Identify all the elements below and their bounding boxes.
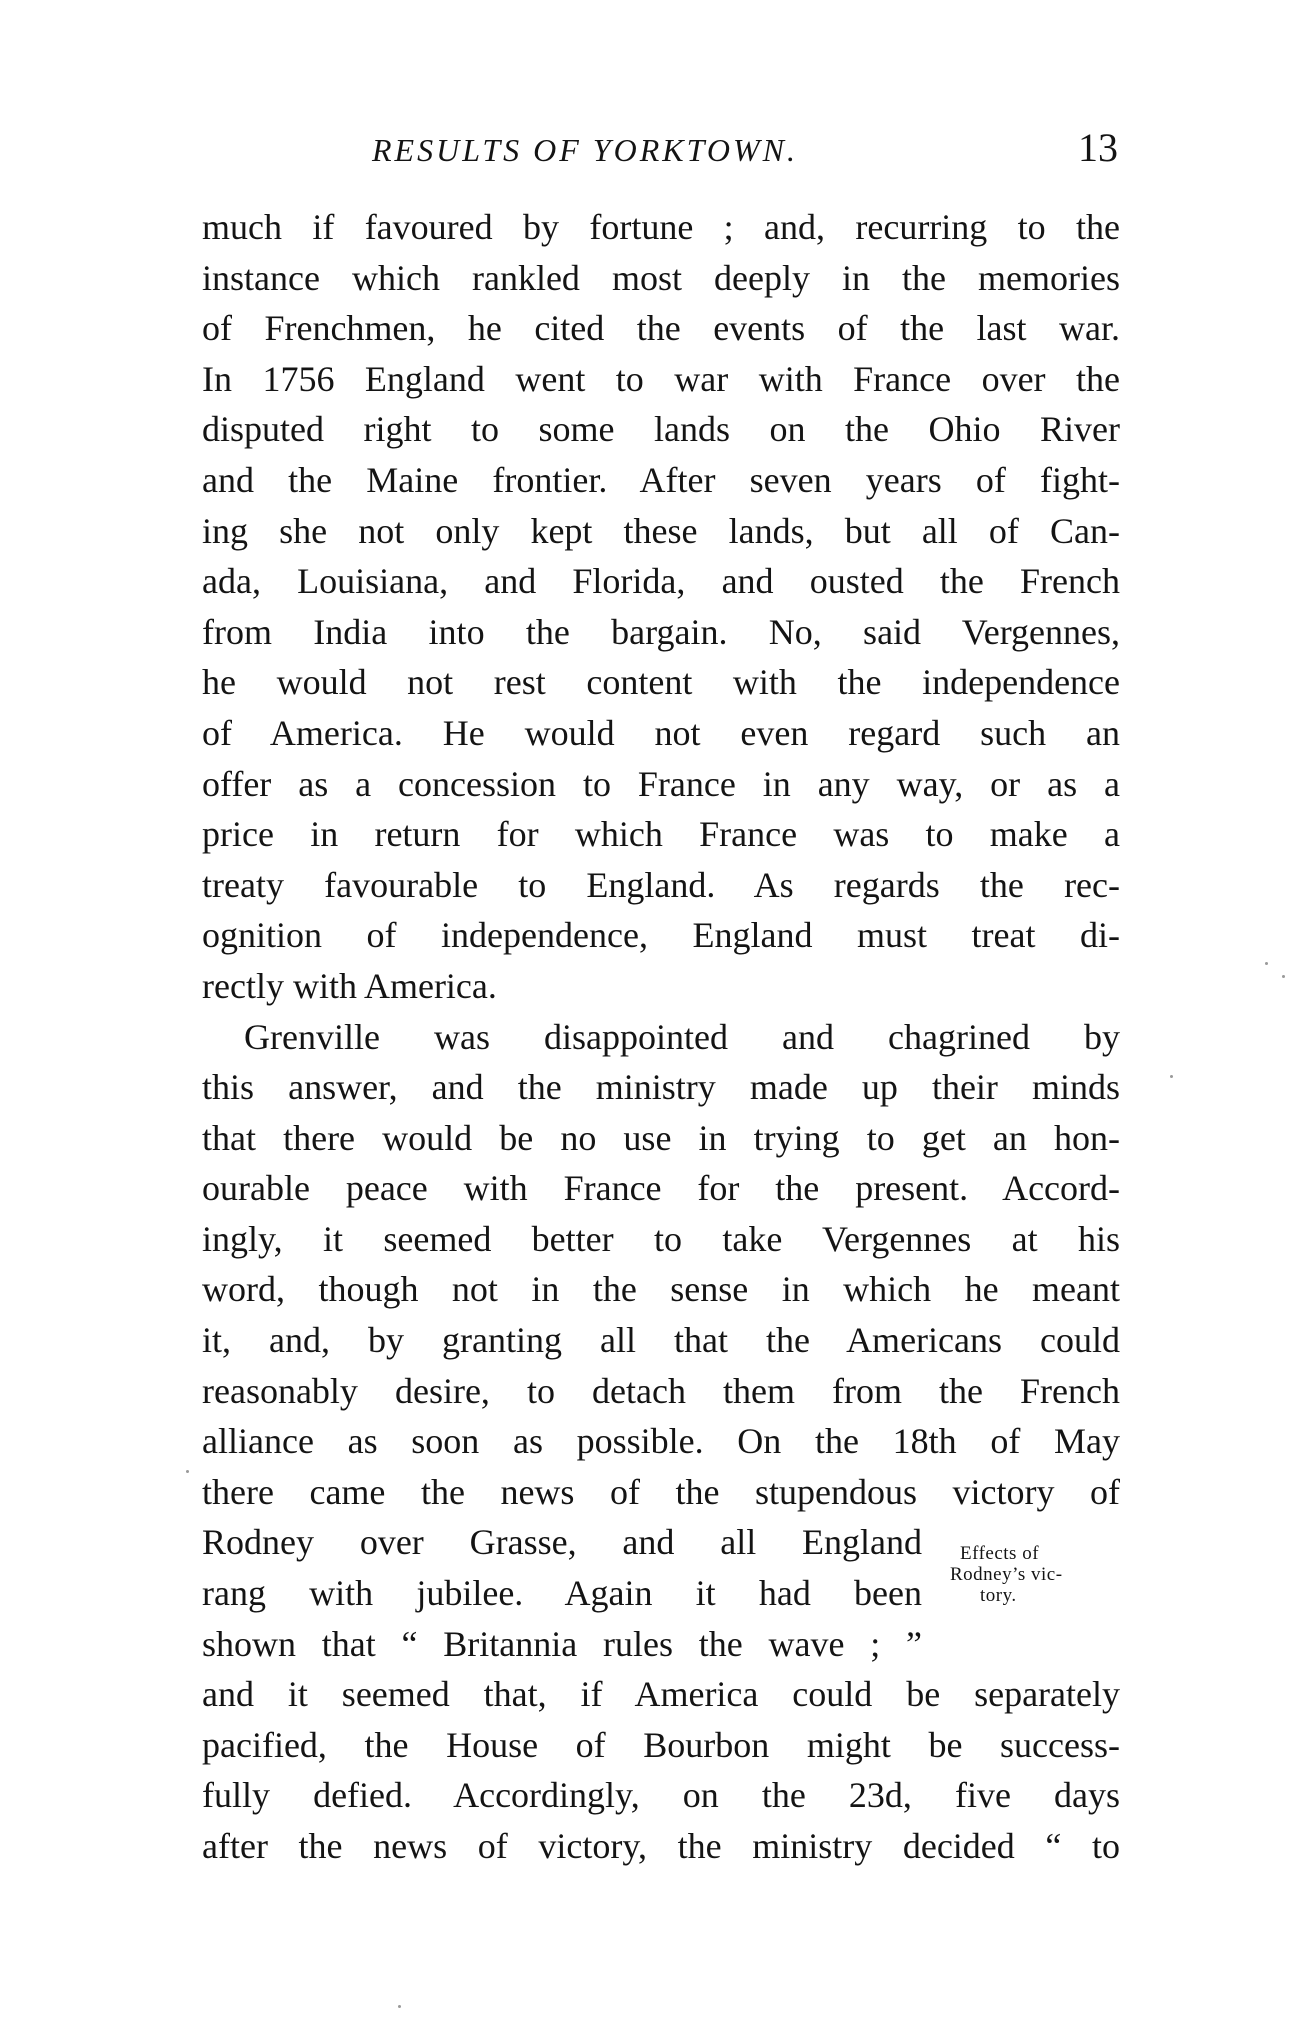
paper-speck: [186, 1470, 189, 1473]
running-head: [200, 125, 1130, 178]
text-line: ingly, it seemed better to take Vergennes at his: [202, 1218, 1120, 1259]
body-text: [202, 202, 1120, 1872]
margin-sidenote: [950, 1543, 1120, 1606]
text-line: disputed right to some lands on the Ohio River: [202, 409, 1120, 450]
text-line: this answer, and the ministry made up their minds: [202, 1067, 1120, 1108]
text-line: instance which rankled most deeply in the memories: [202, 257, 1120, 298]
text-line: pacified, the House of Bourbon might be success-: [202, 1724, 1120, 1765]
text-line: that there would be no use in trying to get an hon-: [202, 1117, 1120, 1158]
text-line: there came the news of the stupendous victory of: [202, 1471, 1120, 1512]
page-number: 13: [1078, 125, 1118, 170]
text-line-beside-sidenote: Rodney over Grasse, and all England: [202, 1522, 922, 1563]
text-line: from India into the bargain. No, said Vergennes,: [202, 611, 1120, 652]
text-line: ada, Louisiana, and Florida, and ousted the French: [202, 561, 1120, 602]
text-line: price in return for which France was to make a: [202, 814, 1120, 855]
text-line: of Frenchmen, he cited the events of the last war.: [202, 308, 1120, 349]
text-line: much if favoured by fortune ; and, recurring to the: [202, 207, 1120, 247]
text-line: In 1756 England went to war with France over the: [202, 358, 1120, 399]
text-line: and it seemed that, if America could be separately: [202, 1674, 1120, 1715]
text-line: rectly with America.: [202, 965, 497, 1006]
text-line: of America. He would not even regard such an: [202, 712, 1120, 753]
paper-speck: [398, 2005, 401, 2008]
sidenote-line: Effects of: [960, 1543, 1040, 1564]
text-line: it, and, by granting all that the Americans could: [202, 1320, 1120, 1361]
text-line: treaty favourable to England. As regards the rec-: [202, 864, 1120, 905]
text-line-beside-sidenote: rang with jubilee. Again it had been: [202, 1573, 922, 1614]
text-line: ourable peace with France for the present. Accord-: [202, 1168, 1120, 1209]
text-line: after the news of victory, the ministry decided “ to: [202, 1826, 1120, 1866]
text-line: offer as a concession to France in any way, or as a: [202, 763, 1120, 804]
running-title: RESULTS OF YORKTOWN.: [372, 132, 798, 168]
text-line: reasonably desire, to detach them from the French: [202, 1370, 1120, 1411]
text-line: word, though not in the sense in which he meant: [202, 1269, 1120, 1310]
text-line-beside-sidenote: shown that “ Britannia rules the wave ; ”: [202, 1623, 922, 1664]
text-line: and the Maine frontier. After seven years of fight-: [202, 459, 1120, 500]
text-line: ing she not only kept these lands, but all of Can-: [202, 510, 1120, 551]
text-line: alliance as soon as possible. On the 18th of May: [202, 1421, 1120, 1462]
text-line: ognition of independence, England must treat di-: [202, 915, 1120, 956]
text-line: fully defied. Accordingly, on the 23d, five days: [202, 1775, 1120, 1816]
sidenote-line: Rodney’s vic-: [950, 1564, 1063, 1585]
paper-speck: [1265, 962, 1268, 965]
text-line: he would not rest content with the independence: [202, 662, 1120, 703]
sidenote-line: tory.: [980, 1585, 1017, 1606]
paper-speck: [1170, 1075, 1173, 1078]
paragraph-start-line: Grenville was disappointed and chagrined by: [244, 1016, 1120, 1057]
paper-speck: [1282, 975, 1285, 978]
